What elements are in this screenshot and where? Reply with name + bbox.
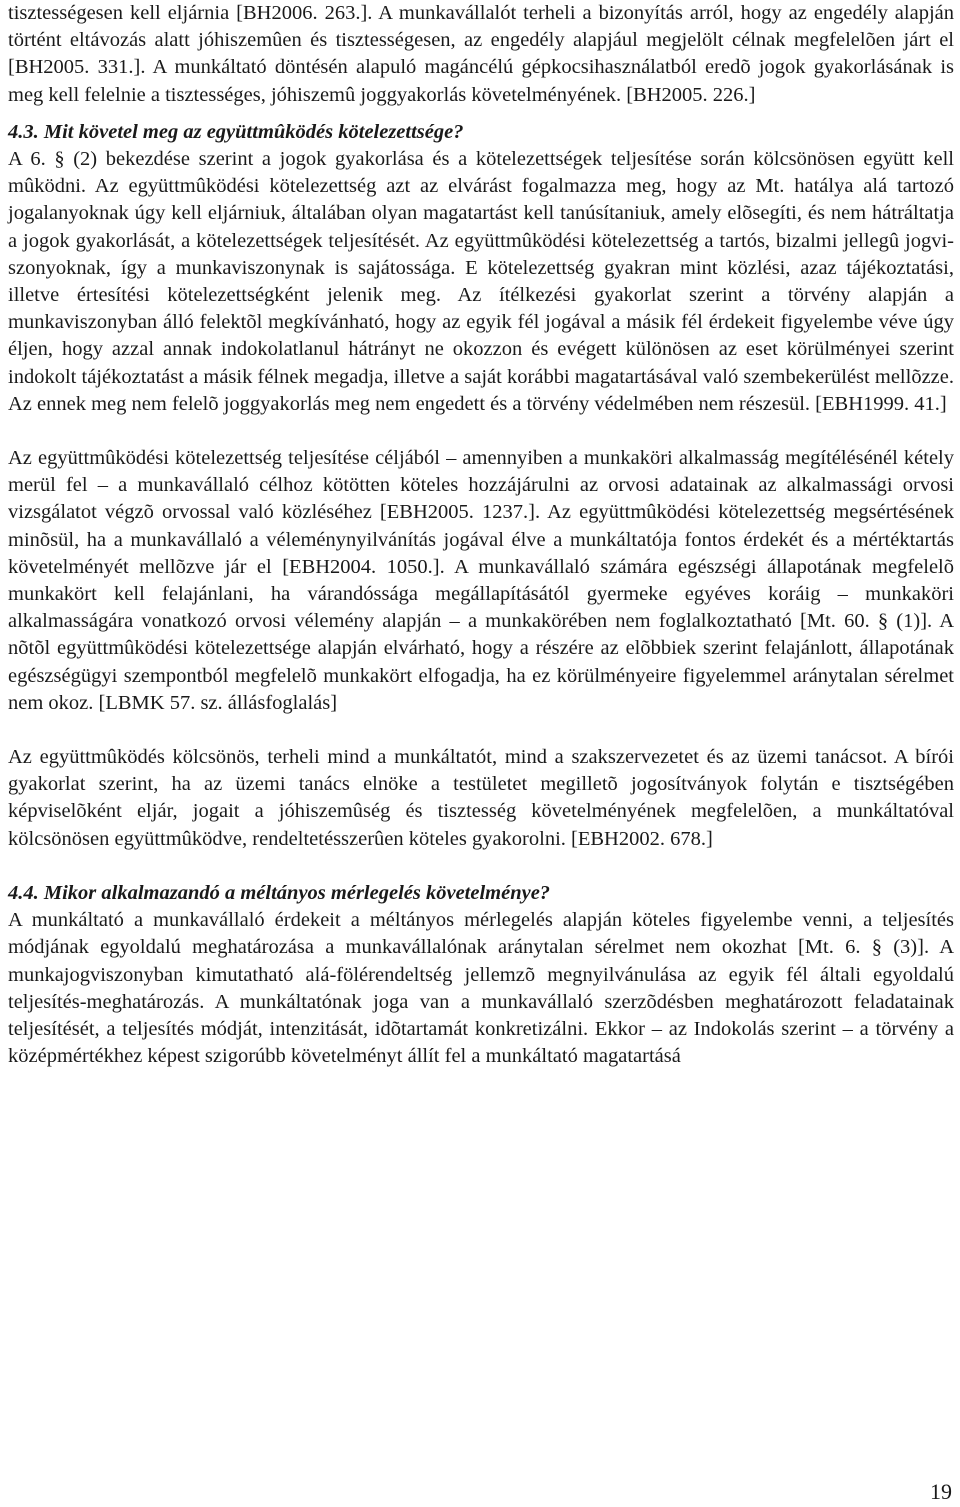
document-page (8, 0, 954, 1070)
paragraph-4-4-1: A munkáltató a munkavállaló érdekeit a méltányos mérlegelés alapján köteles figyelembe venni, a teljesítés módjának egyoldalú meghatározása a munkavállalónak aránytalan sérelmet nem okozhat [Mt. 6. § (3)]. A munkajogviszonyban kimutatható alá-fölérendeltség jellemzõ megnyilvánulása az egyik fél általi egyoldalú teljesítés-meghatározás. A munkáltatónak joga van a munkavállaló szerzõdésben meghatározott feladatainak teljesítését, a teljesítés módját, intenzitását, idõtartamát konkretizálni. Ekkor – az Indokolás szerint – a törvény a középmértékhez képest szigorúbb követelményt állít fel a munkáltató magatartásá (8, 909, 954, 1068)
section-heading-4-3: 4.3. Mit követel meg az együttmûködés kötelezettsége? (8, 120, 464, 143)
paragraph-4-3-1: A 6. § (2) bekezdése szerint a jogok gyakorlása és a kötelezettségek teljesítése során kölcsönösen együtt kell mûködni. Az együttmûködési kötelezettség azt az elvárást fogalmazza meg, hogy az Mt. hatálya alá tartozó jogalanyoknak úgy kell eljárniuk, általában olyan magatartást kell tanúsítaniuk, amely elõsegíti, és nem hátráltatja a jogok gyakorlását, a kötelezettségek teljesítését. Az együttmûködési kötelezettség a tartós, bizalmi jellegû jogviszonyoknak, így a munkaviszonynak is sajátossága. E kötelezettség gyakran mint közlési, azaz tájékoztatási, illetve értesítési kötelezettségként jelenik meg. Az ítélkezési gyakorlat szerint a törvény alapján a munkaviszonyban álló felektõl megkívánható, hogy az egyik fél jogával a másik fél érdekeit figyelembe véve úgy éljen, hogy azzal annak indokolatlanul hátrányt ne okozzon és evégett különösen az eset körülményei szerint indokolt tájékoztatást a másik félnek megadja, illetve a saját korábbi magatartásával való szembekerülést mellõzze. Az ennek meg nem felelõ joggyakorlás meg nem engedett és a törvény védelmében nem részesül. [EBH1999. 41.] (8, 148, 954, 415)
paragraph-4-3-2: Az együttmûködési kötelezettség teljesítése céljából – amennyiben a munkaköri alkalmasság megítélésénél kétely merül fel – a munkavállaló célhoz kötötten köteles hozzájárulni az orvosi adatainak az alkalmassági orvosi vizsgálatot végzõ orvossal való közléséhez [EBH2005. 1237.]. Az együttmûködési kötelezettség megsértésének minõsül, ha a munkavállaló a véleménynyilvánítás jogával élve a munkáltatója fontos érdekét és a mértéktartás követelményét mellõzve jár el [EBH2004. 1050.]. A munkavállaló számára egészségi állapotának megfelelõ munkakört kell felajánlani, ha várandóssága megállapításától gyermeke egyéves koráig – munkaköri alkalmasságára vonatkozó orvosi vélemény alapján – a munkakörében nem foglalkoztatható [Mt. 60. § (1)]. A nõtõl együttmûködési kötelezettsége alapján elvárható, hogy a részére az elõbbiek szerint felajánlott, állapotának egészségügyi szempontból megfelelõ munkakört elfogadja, ha ez körülményeire figyelemmel aránytalan sérelmet nem okoz. [LBMK 57. sz. állásfoglalás] (8, 447, 954, 714)
paragraph-intro: tisztességesen kell eljárnia [BH2006. 263.]. A munkavállalót terheli a bizonyítás arról, hogy az engedély alapján történt eltávozás alatt jóhiszemûen és tisztességesen, az engedély alapjául megjelölt célnak megfelelõen járt el [BH2005. 331.]. A munkáltató döntésén alapuló magáncélú gépkocsihasználatból eredõ jogok gyakorlásának is meg kell felelnie a tisztességes, jóhiszemû joggyakorlás követelményének. [BH2005. 226.] (8, 2, 954, 106)
section-heading-4-4: 4.4. Mikor alkalmazandó a méltányos mérlegelés követelménye? (8, 881, 551, 904)
page-number: 19 (930, 1479, 952, 1504)
paragraph-4-3-3: Az együttmûködés kölcsönös, terheli mind a munkáltatót, mind a szakszervezetet és az üzemi tanácsot. A bírói gyakorlat szerint, ha az üzemi tanács elnöke a testületet megilletõ jogosítványok folytán e tisztségében képviselõként eljár, jogait a jóhiszemûség és tisztesség követelményének megfelelõen, a munkáltatóval kölcsönösen együttmûködve, rendeltetésszerûen köteles gyakorolni. [EBH2002. 678.] (8, 746, 954, 850)
